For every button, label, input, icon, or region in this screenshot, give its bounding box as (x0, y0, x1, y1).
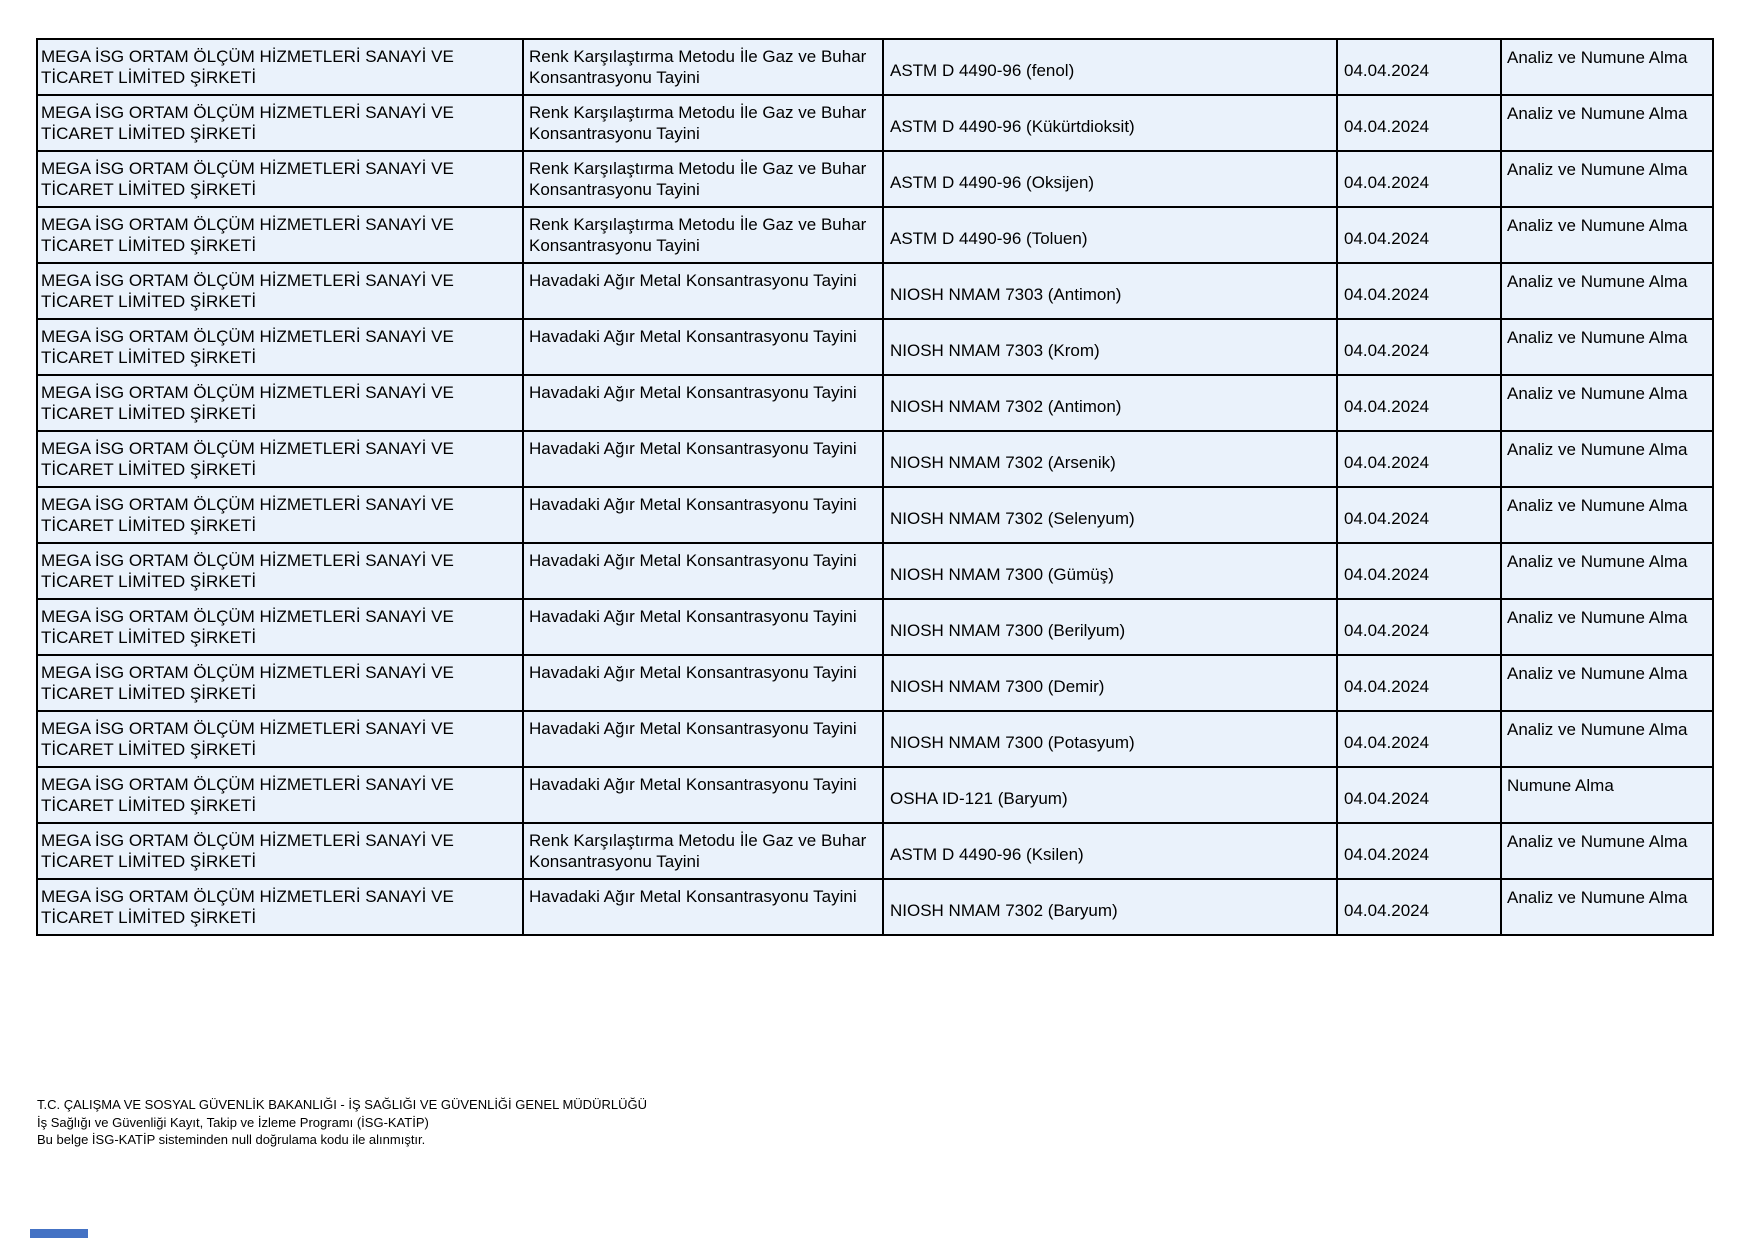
standard-cell: ASTM D 4490-96 (Kükürtdioksit) (883, 95, 1337, 151)
table-row (37, 39, 1713, 95)
table-row (37, 599, 1713, 655)
date-cell: 04.04.2024 (1337, 207, 1501, 263)
table-row (37, 431, 1713, 487)
standard-cell: NIOSH NMAM 7300 (Demir) (883, 655, 1337, 711)
company-cell: MEGA İSG ORTAM ÖLÇÜM HİZMETLERİ SANAYİ VE TİCARET LİMİTED ŞİRKETİ (37, 207, 523, 263)
date-cell: 04.04.2024 (1337, 711, 1501, 767)
footer-program-line: İş Sağlığı ve Güvenliği Kayıt, Takip ve İzleme Programı (İSG-KATİP) (37, 1114, 429, 1130)
date-cell: 04.04.2024 (1337, 879, 1501, 935)
date-cell: 04.04.2024 (1337, 151, 1501, 207)
method-cell: Havadaki Ağır Metal Konsantrasyonu Tayini (523, 431, 883, 487)
standard-cell: NIOSH NMAM 7300 (Gümüş) (883, 543, 1337, 599)
standard-cell: ASTM D 4490-96 (fenol) (883, 39, 1337, 95)
date-cell: 04.04.2024 (1337, 767, 1501, 823)
scope-cell: Analiz ve Numune Alma (1501, 599, 1713, 655)
scope-cell: Analiz ve Numune Alma (1501, 39, 1713, 95)
date-cell: 04.04.2024 (1337, 599, 1501, 655)
company-cell: MEGA İSG ORTAM ÖLÇÜM HİZMETLERİ SANAYİ VE TİCARET LİMİTED ŞİRKETİ (37, 655, 523, 711)
standard-cell: OSHA ID-121 (Baryum) (883, 767, 1337, 823)
company-cell: MEGA İSG ORTAM ÖLÇÜM HİZMETLERİ SANAYİ VE TİCARET LİMİTED ŞİRKETİ (37, 431, 523, 487)
method-cell: Renk Karşılaştırma Metodu İle Gaz ve Buhar Konsantrasyonu Tayini (523, 95, 883, 151)
standard-cell: NIOSH NMAM 7302 (Baryum) (883, 879, 1337, 935)
date-cell: 04.04.2024 (1337, 375, 1501, 431)
table-row (37, 543, 1713, 599)
standard-cell: NIOSH NMAM 7300 (Potasyum) (883, 711, 1337, 767)
company-cell: MEGA İSG ORTAM ÖLÇÜM HİZMETLERİ SANAYİ VE TİCARET LİMİTED ŞİRKETİ (37, 95, 523, 151)
method-cell: Havadaki Ağır Metal Konsantrasyonu Tayini (523, 711, 883, 767)
date-cell: 04.04.2024 (1337, 823, 1501, 879)
scope-cell: Analiz ve Numune Alma (1501, 319, 1713, 375)
company-cell: MEGA İSG ORTAM ÖLÇÜM HİZMETLERİ SANAYİ VE TİCARET LİMİTED ŞİRKETİ (37, 879, 523, 935)
method-cell: Havadaki Ağır Metal Konsantrasyonu Tayini (523, 599, 883, 655)
standard-cell: ASTM D 4490-96 (Oksijen) (883, 151, 1337, 207)
method-cell: Havadaki Ağır Metal Konsantrasyonu Tayini (523, 263, 883, 319)
company-cell: MEGA İSG ORTAM ÖLÇÜM HİZMETLERİ SANAYİ VE TİCARET LİMİTED ŞİRKETİ (37, 599, 523, 655)
standard-cell: NIOSH NMAM 7300 (Berilyum) (883, 599, 1337, 655)
scope-cell: Analiz ve Numune Alma (1501, 375, 1713, 431)
table-row (37, 767, 1713, 823)
footer-verification-line: Bu belge İSG-KATİP sisteminden null doğrulama kodu ile alınmıştır. (37, 1132, 426, 1147)
company-cell: MEGA İSG ORTAM ÖLÇÜM HİZMETLERİ SANAYİ VE TİCARET LİMİTED ŞİRKETİ (37, 823, 523, 879)
method-cell: Renk Karşılaştırma Metodu İle Gaz ve Buhar Konsantrasyonu Tayini (523, 39, 883, 95)
company-cell: MEGA İSG ORTAM ÖLÇÜM HİZMETLERİ SANAYİ VE TİCARET LİMİTED ŞİRKETİ (37, 767, 523, 823)
table-body (37, 39, 1713, 935)
scope-cell: Analiz ve Numune Alma (1501, 95, 1713, 151)
date-cell: 04.04.2024 (1337, 431, 1501, 487)
scope-cell: Analiz ve Numune Alma (1501, 879, 1713, 935)
company-cell: MEGA İSG ORTAM ÖLÇÜM HİZMETLERİ SANAYİ VE TİCARET LİMİTED ŞİRKETİ (37, 487, 523, 543)
method-cell: Havadaki Ağır Metal Konsantrasyonu Tayini (523, 655, 883, 711)
company-cell: MEGA İSG ORTAM ÖLÇÜM HİZMETLERİ SANAYİ VE TİCARET LİMİTED ŞİRKETİ (37, 39, 523, 95)
measurement-authorization-table (36, 38, 1714, 936)
table-row (37, 151, 1713, 207)
method-cell: Havadaki Ağır Metal Konsantrasyonu Tayini (523, 543, 883, 599)
table-row (37, 823, 1713, 879)
scope-cell: Analiz ve Numune Alma (1501, 487, 1713, 543)
scope-cell: Analiz ve Numune Alma (1501, 655, 1713, 711)
table-row (37, 879, 1713, 935)
date-cell: 04.04.2024 (1337, 319, 1501, 375)
method-cell: Renk Karşılaştırma Metodu İle Gaz ve Buhar Konsantrasyonu Tayini (523, 151, 883, 207)
footer-ministry-line: T.C. ÇALIŞMA VE SOSYAL GÜVENLİK BAKANLIĞI - İŞ SAĞLIĞI VE GÜVENLİĞİ GENEL MÜDÜRLÜĞÜ (37, 1097, 647, 1112)
date-cell: 04.04.2024 (1337, 543, 1501, 599)
scope-cell: Analiz ve Numune Alma (1501, 431, 1713, 487)
bottom-blue-bar (30, 1229, 88, 1238)
scope-cell: Analiz ve Numune Alma (1501, 543, 1713, 599)
scope-cell: Analiz ve Numune Alma (1501, 711, 1713, 767)
date-cell: 04.04.2024 (1337, 95, 1501, 151)
company-cell: MEGA İSG ORTAM ÖLÇÜM HİZMETLERİ SANAYİ VE TİCARET LİMİTED ŞİRKETİ (37, 543, 523, 599)
date-cell: 04.04.2024 (1337, 263, 1501, 319)
scope-cell: Numune Alma (1501, 767, 1713, 823)
standard-cell: NIOSH NMAM 7302 (Selenyum) (883, 487, 1337, 543)
method-cell: Havadaki Ağır Metal Konsantrasyonu Tayini (523, 487, 883, 543)
scope-cell: Analiz ve Numune Alma (1501, 207, 1713, 263)
table-row (37, 319, 1713, 375)
company-cell: MEGA İSG ORTAM ÖLÇÜM HİZMETLERİ SANAYİ VE TİCARET LİMİTED ŞİRKETİ (37, 375, 523, 431)
table-row (37, 95, 1713, 151)
table-row (37, 487, 1713, 543)
company-cell: MEGA İSG ORTAM ÖLÇÜM HİZMETLERİ SANAYİ VE TİCARET LİMİTED ŞİRKETİ (37, 151, 523, 207)
standard-cell: ASTM D 4490-96 (Ksilen) (883, 823, 1337, 879)
scope-cell: Analiz ve Numune Alma (1501, 263, 1713, 319)
standard-cell: ASTM D 4490-96 (Toluen) (883, 207, 1337, 263)
table-row (37, 375, 1713, 431)
method-cell: Havadaki Ağır Metal Konsantrasyonu Tayini (523, 767, 883, 823)
method-cell: Havadaki Ağır Metal Konsantrasyonu Tayini (523, 319, 883, 375)
company-cell: MEGA İSG ORTAM ÖLÇÜM HİZMETLERİ SANAYİ VE TİCARET LİMİTED ŞİRKETİ (37, 711, 523, 767)
method-cell: Havadaki Ağır Metal Konsantrasyonu Tayini (523, 879, 883, 935)
standard-cell: NIOSH NMAM 7302 (Antimon) (883, 375, 1337, 431)
standard-cell: NIOSH NMAM 7303 (Antimon) (883, 263, 1337, 319)
date-cell: 04.04.2024 (1337, 39, 1501, 95)
company-cell: MEGA İSG ORTAM ÖLÇÜM HİZMETLERİ SANAYİ VE TİCARET LİMİTED ŞİRKETİ (37, 263, 523, 319)
method-cell: Renk Karşılaştırma Metodu İle Gaz ve Buhar Konsantrasyonu Tayini (523, 207, 883, 263)
date-cell: 04.04.2024 (1337, 487, 1501, 543)
scope-cell: Analiz ve Numune Alma (1501, 823, 1713, 879)
table-row (37, 207, 1713, 263)
standard-cell: NIOSH NMAM 7303 (Krom) (883, 319, 1337, 375)
standard-cell: NIOSH NMAM 7302 (Arsenik) (883, 431, 1337, 487)
method-cell: Renk Karşılaştırma Metodu İle Gaz ve Buhar Konsantrasyonu Tayini (523, 823, 883, 879)
table-row (37, 655, 1713, 711)
scope-cell: Analiz ve Numune Alma (1501, 151, 1713, 207)
method-cell: Havadaki Ağır Metal Konsantrasyonu Tayini (523, 375, 883, 431)
date-cell: 04.04.2024 (1337, 655, 1501, 711)
document-footer (37, 1096, 647, 1149)
company-cell: MEGA İSG ORTAM ÖLÇÜM HİZMETLERİ SANAYİ VE TİCARET LİMİTED ŞİRKETİ (37, 319, 523, 375)
table-row (37, 263, 1713, 319)
table-row (37, 711, 1713, 767)
